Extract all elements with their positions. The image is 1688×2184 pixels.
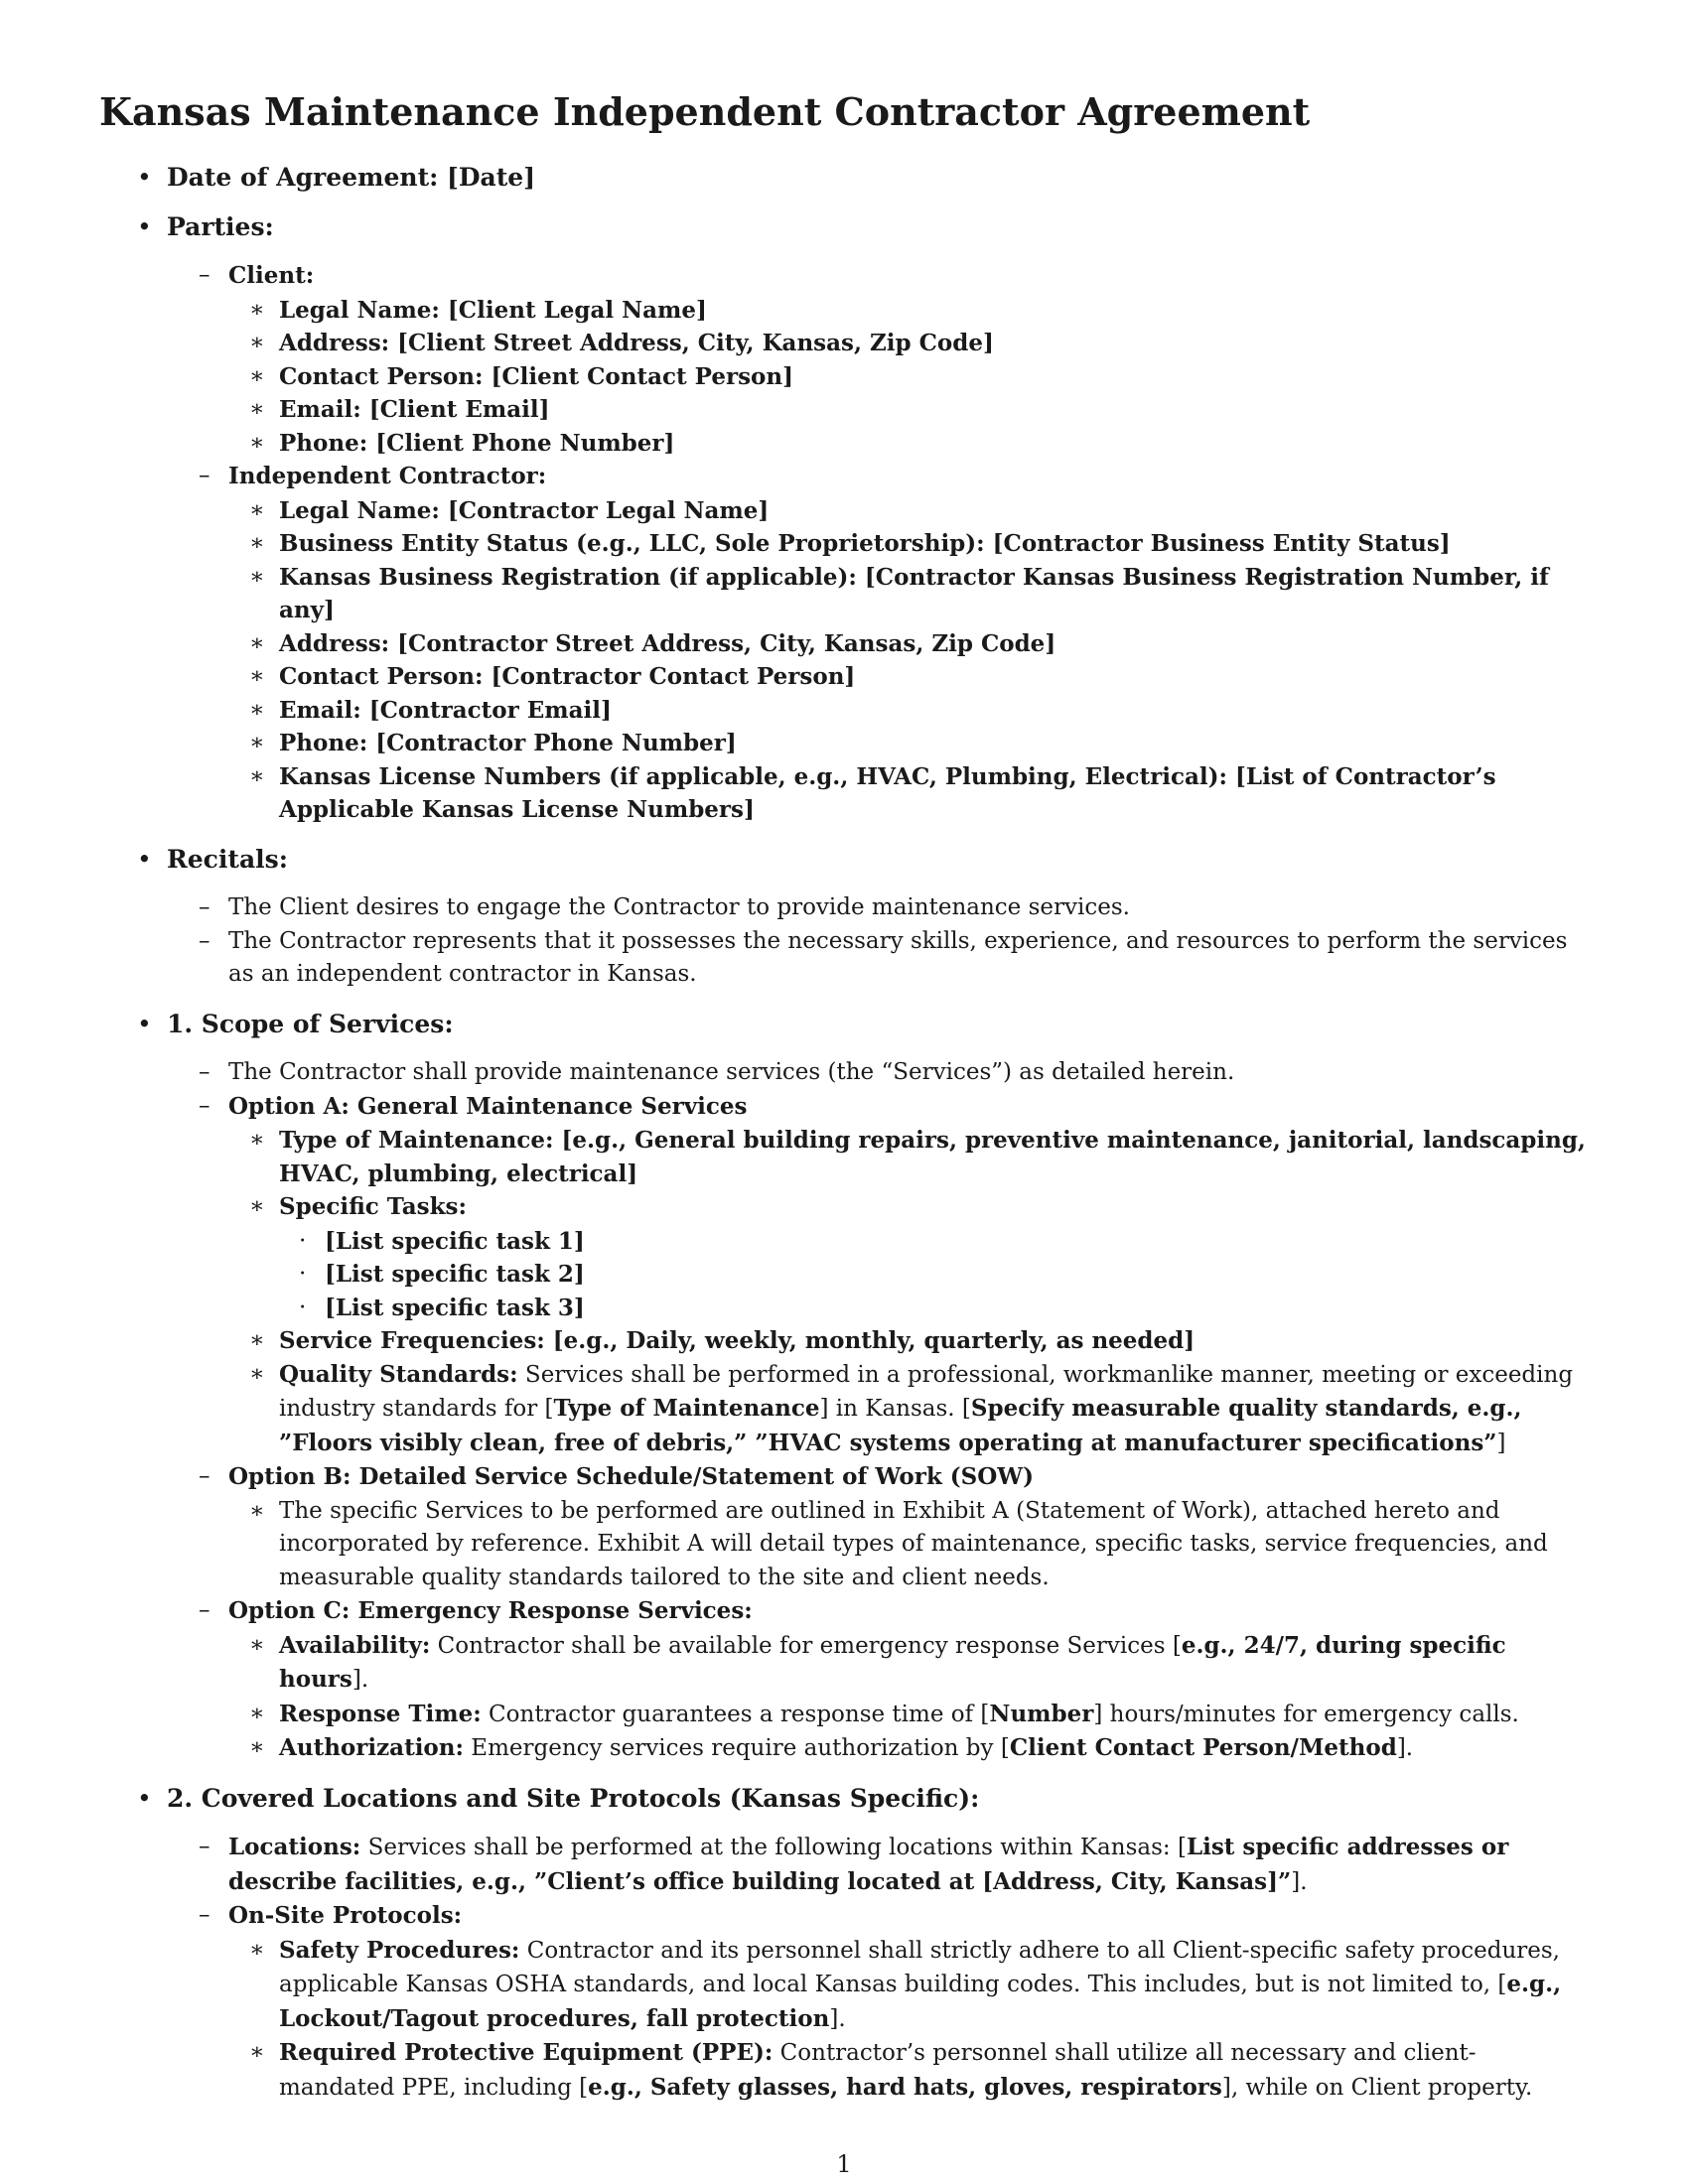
required-ppe-label: Required Protective Equipment (PPE): xyxy=(279,2039,774,2066)
required-ppe xyxy=(279,2036,1589,2105)
on-site-protocols xyxy=(228,1899,1589,2105)
safety-procedures-text: Contractor and its personnel shall strictly adhere to all Client-specific safety procedures, applicable Kansas OSHA standards, and local Kansas building codes. This includes, but is not limited to, [ xyxy=(279,1937,1560,1997)
client-phone: ∗ Phone: [Client Phone Number] xyxy=(279,427,1589,461)
on-site-protocols-heading: On-Site Protocols: xyxy=(228,1902,463,1929)
option-b-text: ∗ The specific Services to be performed are outlined in Exhibit A (Statement of Work), attached hereto and incorporated by reference. Exhibit A will detail types of maintenance, specific tasks, service frequencies, and measurable quality standards tailored to the site and client needs. xyxy=(279,1495,1589,1595)
date-of-agreement: • Date of Agreement: [Date] xyxy=(167,161,1589,195)
availability xyxy=(279,1629,1589,1698)
availability-text: Contractor shall be available for emergency response Services [ xyxy=(430,1632,1182,1659)
contractor-legal-name: ∗ Legal Name: [Contractor Legal Name] xyxy=(279,494,1589,528)
quality-text: ] xyxy=(1496,1430,1506,1456)
client-block xyxy=(228,259,1589,460)
option-a-heading: Option A: General Maintenance Services xyxy=(228,1092,748,1120)
required-ppe-text: Contractor’s personnel shall utilize all necessary and client-mandated PPE, including [ xyxy=(279,2040,1477,2101)
recitals-section xyxy=(167,843,1589,992)
parties-heading: Parties: xyxy=(167,211,274,241)
contractor-email: ∗ Email: [Contractor Email] xyxy=(279,694,1589,728)
contractor-entity-status: ∗ Business Entity Status (e.g., LLC, Sole Proprietorship): [Contractor Business Entity Status] xyxy=(279,527,1589,561)
quality-placeholder: Type of Maintenance xyxy=(553,1395,820,1422)
option-b xyxy=(228,1460,1589,1594)
specific-tasks xyxy=(279,1190,1589,1324)
option-c-heading: Option C: Emergency Response Services: xyxy=(228,1597,753,1624)
specific-tasks-heading: Specific Tasks: xyxy=(279,1193,467,1220)
authorization-label: Authorization: xyxy=(279,1734,464,1761)
locations-item xyxy=(228,1831,1589,1899)
availability-placeholder: e.g., 24/7, during specific hours xyxy=(279,1631,1506,1693)
quality-standards xyxy=(279,1358,1589,1461)
response-time-label: Response Time: xyxy=(279,1700,482,1727)
client-legal-name: ∗ Legal Name: [Client Legal Name] xyxy=(279,294,1589,328)
recital-item: – The Client desires to engage the Contractor to provide maintenance services. xyxy=(228,891,1589,925)
option-b-heading: Option B: Detailed Service Schedule/Statement of Work (SOW) xyxy=(228,1463,1034,1490)
required-ppe-placeholder: e.g., Safety glasses, hard hats, gloves, respirators xyxy=(588,2073,1222,2101)
contractor-license-numbers: ∗ Kansas License Numbers (if applicable, e.g., HVAC, Plumbing, Electrical): [List of Contractor’s Applicable Kansas License Numbers] xyxy=(279,760,1589,827)
client-contact-person: ∗ Contact Person: [Client Contact Person] xyxy=(279,360,1589,394)
service-frequencies: ∗ Service Frequencies: [e.g., Daily, weekly, monthly, quarterly, as needed] xyxy=(279,1324,1589,1358)
parties-section xyxy=(167,210,1589,827)
locations-label: Locations: xyxy=(228,1834,361,1860)
quality-text: Services shall be performed in a professional, workmanlike manner, meeting or exceeding industry standards for [ xyxy=(279,1361,1574,1422)
recitals-heading: Recitals: xyxy=(167,844,288,874)
response-time-end: ] hours/minutes for emergency calls. xyxy=(1093,1701,1519,1727)
locations-end: ]. xyxy=(1291,1868,1308,1895)
authorization-placeholder: Client Contact Person/Method xyxy=(1009,1734,1397,1761)
response-time-placeholder: Number xyxy=(989,1700,1094,1727)
scope-intro: – The Contractor shall provide maintenance services (the “Services”) as detailed herein. xyxy=(228,1056,1589,1090)
response-time xyxy=(279,1698,1589,1732)
task-item: · [List specific task 2] xyxy=(325,1258,1589,1292)
response-time-text: Contractor guarantees a response time of [ xyxy=(481,1701,990,1727)
safety-procedures xyxy=(279,1934,1589,2037)
option-a xyxy=(228,1090,1589,1461)
quality-text: ] in Kansas. [ xyxy=(819,1396,971,1422)
scope-heading: 1. Scope of Services: xyxy=(167,1009,454,1038)
option-c xyxy=(228,1594,1589,1766)
required-ppe-end: ], while on Client property. xyxy=(1221,2074,1533,2101)
scope-section xyxy=(167,1008,1589,1766)
authorization xyxy=(279,1731,1589,1766)
safety-procedures-placeholder: e.g., Lockout/Tagout procedures, fall protection xyxy=(279,1971,1562,2032)
client-heading: Client: xyxy=(228,262,315,289)
availability-label: Availability: xyxy=(279,1631,431,1659)
document-page xyxy=(99,87,1589,2120)
authorization-end: ]. xyxy=(1396,1735,1414,1761)
page-number: 1 xyxy=(836,2150,852,2178)
locations-text: Services shall be performed at the following locations within Kansas: [ xyxy=(360,1835,1187,1860)
locations-placeholder: List specific addresses or describe facilities, e.g., ”Client’s office building located at [Address, City, Kansas]” xyxy=(228,1834,1509,1895)
locations-section xyxy=(167,1782,1589,2106)
locations-heading: 2. Covered Locations and Site Protocols (Kansas Specific): xyxy=(167,1783,980,1813)
type-of-maintenance: ∗ Type of Maintenance: [e.g., General building repairs, preventive maintenance, janitorial, landscaping, HVAC, plumbing, electrical] xyxy=(279,1124,1589,1190)
quality-placeholder: Specify measurable quality standards, e.g., ”Floors visibly clean, free of debris,” ”HVAC systems operating at manufacturer specifications” xyxy=(279,1395,1522,1456)
contractor-phone: ∗ Phone: [Contractor Phone Number] xyxy=(279,727,1589,760)
contractor-block xyxy=(228,460,1589,827)
contractor-address: ∗ Address: [Contractor Street Address, City, Kansas, Zip Code] xyxy=(279,627,1589,661)
authorization-text: Emergency services require authorization by [ xyxy=(464,1735,1010,1761)
task-item: · [List specific task 3] xyxy=(325,1292,1589,1325)
task-item: · [List specific task 1] xyxy=(325,1225,1589,1259)
document-title: Kansas Maintenance Independent Contractor Agreement xyxy=(99,89,1311,134)
contractor-heading: Independent Contractor: xyxy=(228,463,547,489)
safety-procedures-end: ]. xyxy=(829,2005,846,2032)
contractor-contact-person: ∗ Contact Person: [Contractor Contact Person] xyxy=(279,660,1589,694)
recital-item: – The Contractor represents that it possesses the necessary skills, experience, and resources to perform the services as an independent contractor in Kansas. xyxy=(228,925,1589,992)
safety-procedures-label: Safety Procedures: xyxy=(279,1936,520,1964)
quality-standards-label: Quality Standards: xyxy=(279,1360,518,1388)
client-email: ∗ Email: [Client Email] xyxy=(279,393,1589,427)
top-level-list xyxy=(167,161,1589,2105)
client-address: ∗ Address: [Client Street Address, City, Kansas, Zip Code] xyxy=(279,327,1589,360)
availability-end: ]. xyxy=(352,1667,369,1693)
contractor-business-registration: ∗ Kansas Business Registration (if applicable): [Contractor Kansas Business Registration Number, if any] xyxy=(279,561,1589,627)
